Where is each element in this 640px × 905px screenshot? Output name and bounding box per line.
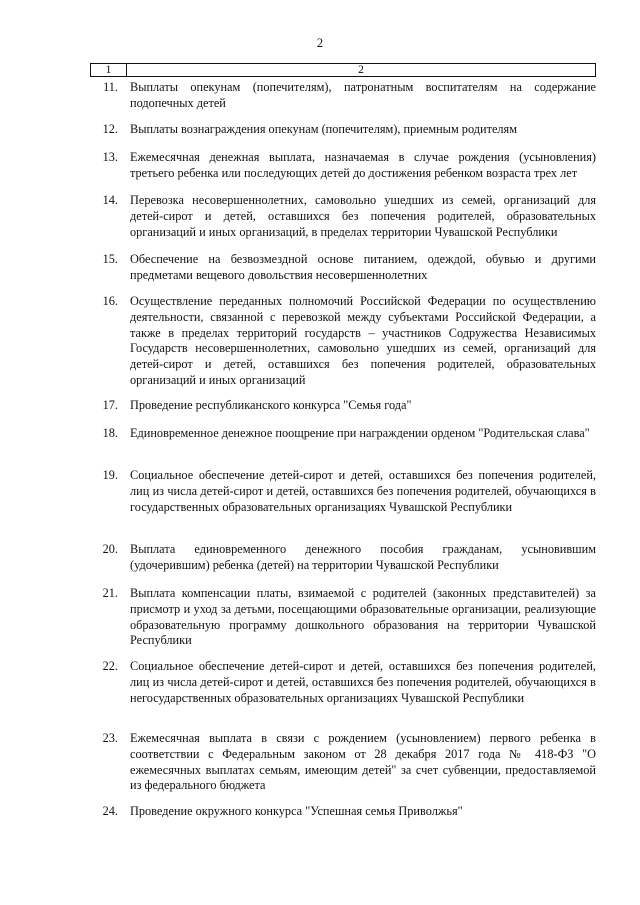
list-item — [90, 659, 596, 706]
list-item — [90, 542, 596, 574]
list-item — [90, 252, 596, 284]
item-number: 15. — [102, 252, 118, 266]
list-item — [90, 468, 596, 515]
item-number: 22. — [102, 659, 118, 673]
item-text: Единовременное денежное поощрение при награждении орденом "Родительская слава" — [130, 426, 590, 440]
item-text: Выплата единовременного денежного пособия гражданам, усыновившим (удочерившим) ребенка (детей) на территории Чувашской Республики — [130, 542, 596, 572]
list-item — [90, 122, 596, 138]
item-number: 19. — [102, 468, 118, 482]
item-text: Выплаты опекунам (попечителям), патронатным воспитателям на содержание подопечных детей — [130, 80, 596, 110]
list-item — [90, 193, 596, 240]
table-header-col-1: 1 — [91, 64, 127, 76]
list-item — [90, 804, 596, 820]
list-item — [90, 398, 596, 414]
item-text: Проведение окружного конкурса "Успешная семья Приволжья" — [130, 804, 463, 818]
item-text: Социальное обеспечение детей-сирот и детей, оставшихся без попечения родителей, лиц из числа детей-сирот и детей, оставшихся без попечения родителей, обучающихся в негосударственных образовательных организациях Чувашской Республики — [130, 659, 596, 705]
item-number: 20. — [102, 542, 118, 556]
item-text: Перевозка несовершеннолетних, самовольно ушедших из семей, организаций для детей-сирот и детей, оставшихся без попечения родителей, образовательных организаций и иных организаций, в пределах территории Чувашской Республики — [130, 193, 596, 239]
list-item — [90, 426, 596, 442]
item-number: 11. — [103, 80, 118, 94]
table-header — [90, 63, 596, 77]
item-number: 12. — [102, 122, 118, 136]
item-number: 23. — [102, 731, 118, 745]
item-number: 18. — [102, 426, 118, 440]
item-text: Ежемесячная выплата в связи с рождением (усыновлением) первого ребенка в соответствии с Федеральным законом от 28 декабря 2017 года № 418-ФЗ "О ежемесячных выплатах семьям, имеющим детей" за счет субвенции, предоставляемой из федерального бюджета — [130, 731, 596, 793]
item-number: 16. — [102, 294, 118, 308]
list-item — [90, 294, 596, 389]
page-number: 2 — [316, 36, 324, 50]
item-number: 24. — [102, 804, 118, 818]
list-item — [90, 586, 596, 649]
table-header-col-2: 2 — [358, 64, 364, 76]
list-item — [90, 150, 596, 182]
item-text: Ежемесячная денежная выплата, назначаемая в случае рождения (усыновления) третьего ребенка или последующих детей до достижения ребенком возраста трех лет — [130, 150, 596, 180]
item-number: 21. — [102, 586, 118, 600]
item-number: 17. — [102, 398, 118, 412]
list-item — [90, 731, 596, 794]
item-text: Обеспечение на безвозмездной основе питанием, одеждой, обувью и другими предметами вещевого довольствия несовершеннолетних — [130, 252, 596, 282]
item-number: 13. — [102, 150, 118, 164]
item-text: Осуществление переданных полномочий Российской Федерации по осуществлению деятельности, связанной с перевозкой между субъектами Российской Федерации, а также в пределах территорий государств – участников Содружества Независимых Государств несовершеннолетних, самовольно ушедших из семей, организаций для детей-сирот и детей, оставшихся без попечения родителей, образовательных организаций и иных организаций — [130, 294, 596, 387]
item-number: 14. — [102, 193, 118, 207]
item-text: Проведение республиканского конкурса "Семья года" — [130, 398, 412, 412]
item-text: Выплата компенсации платы, взимаемой с родителей (законных представителей) за присмотр и уход за детьми, посещающими образовательные организации, реализующие образовательную программу дошкольного образования на территории Чувашской Республики — [130, 586, 596, 648]
item-text: Социальное обеспечение детей-сирот и детей, оставшихся без попечения родителей, лиц из числа детей-сирот и детей, оставшихся без попечения родителей, обучающихся в государственных образовательных организациях Чувашской Республики — [130, 468, 596, 514]
item-text: Выплаты вознаграждения опекунам (попечителям), приемным родителям — [130, 122, 517, 136]
list-item — [90, 80, 596, 112]
